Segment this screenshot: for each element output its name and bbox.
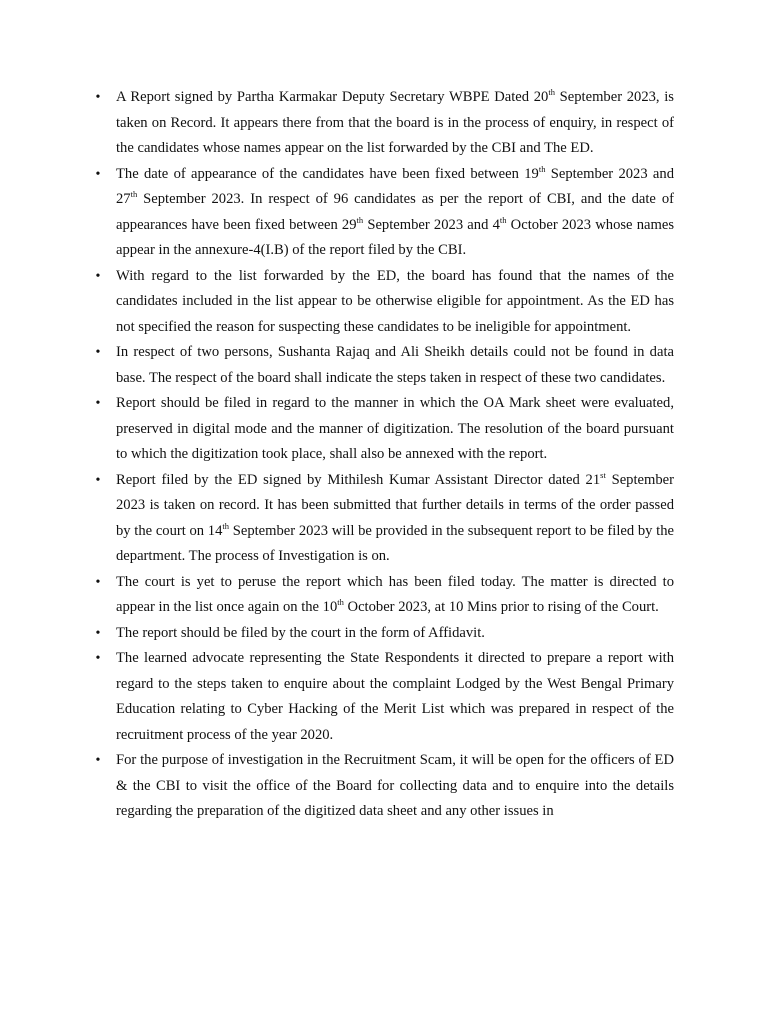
bullet-icon: • — [95, 268, 101, 284]
bullet-icon: • — [95, 166, 101, 182]
ordinal-suffix: th — [337, 597, 344, 607]
list-item — [95, 391, 674, 468]
paragraph-text: In respect of two persons, Sushanta Rajaq and Ali Sheikh details could not be found in data base. The respect of the board shall indicate the steps taken in respect of these two candidates. — [116, 344, 674, 386]
ordinal-suffix: th — [538, 163, 546, 174]
bullet-icon: • — [95, 651, 101, 666]
bullet-icon: • — [95, 90, 101, 105]
ordinal-suffix: th — [356, 214, 364, 225]
paragraph-text: September 2023. In respect of 96 candidates as per the report of CBI, and the date of appearances have been fixed between 29 — [116, 191, 674, 233]
paragraph-text: Report should be filed in regard to the manner in which the OA Mark sheet were evaluated, preserved in digital mode and the manner of digitization. The resolution of the board pursuant to which the digitization took place, shall also be annexed with the report. — [116, 395, 674, 462]
list-item — [95, 748, 674, 825]
paragraph-text: A Report signed by Partha Karmakar Deputy Secretary WBPE Dated 20 — [116, 89, 549, 105]
ordinal-suffix: th — [130, 189, 138, 199]
paragraph-text: September 2023, is taken on Record. It appears there from that the board is in the process of enquiry, in respect of the candidates whose names appear on the list forwarded by the CBI and The ED. — [116, 89, 674, 156]
list-item — [95, 468, 674, 570]
list-item — [95, 85, 674, 162]
list-item — [95, 264, 674, 341]
paragraph-text: October 2023 whose names appear in the annexure-4(I.B) of the report filed by the CBI. — [116, 216, 675, 258]
paragraph-text: September 2023 and 4 — [363, 216, 500, 233]
order-bullet-list — [95, 85, 675, 825]
bullet-icon: • — [95, 753, 101, 768]
paragraph-text: The date of appearance of the candidates have been fixed between 19 — [116, 165, 539, 182]
paragraph-text: The report should be filed by the court in the form of Affidavit. — [116, 624, 485, 641]
ordinal-suffix: th — [222, 520, 230, 531]
bullet-icon: • — [95, 345, 101, 360]
ordinal-suffix: st — [600, 469, 606, 480]
paragraph-text: For the purpose of investigation in the Recruitment Scam, it will be open for the officers of ED & the CBI to visit the office of the Board for collecting data and to enquire into the details regarding the preparation of the digitized data sheet and any other issues in — [116, 752, 674, 819]
list-item — [95, 570, 674, 621]
bullet-icon: • — [95, 625, 101, 641]
paragraph-text: The court is yet to peruse the report which has been filed today. The matter is directed to appear in the list once again on the 10 — [116, 573, 674, 615]
paragraph-text: September 2023 and 27 — [116, 165, 674, 207]
ordinal-suffix: th — [548, 87, 555, 97]
paragraph-text: September 2023 is taken on record. It has been submitted that further details in terms of the order passed by the court on 14 — [116, 471, 674, 539]
list-item — [95, 646, 674, 748]
list-item — [95, 621, 674, 647]
list-item — [95, 340, 674, 391]
paragraph-text: With regard to the list forwarded by the ED, the board has found that the names of the candidates included in the list appear to be otherwise eligible for appointment. As the ED has not specified the reason for suspecting these candidates to be ineligible for appointment. — [116, 267, 674, 335]
paragraph-text: October 2023, at 10 Mins prior to rising of the Court. — [343, 599, 659, 615]
list-item — [95, 162, 675, 264]
paragraph-text: September 2023 will be provided in the subsequent report to be filed by the department. The process of Investigation is on. — [116, 522, 674, 564]
paragraph-text: The learned advocate representing the State Respondents it directed to prepare a report with regard to the steps taken to enquire about the complaint Lodged by the West Bengal Primary Education relating to Cyber Hacking of the Merit List which was prepared in respect of the recruitment process of the year 2020. — [116, 650, 674, 743]
bullet-icon: • — [95, 472, 101, 488]
bullet-icon: • — [95, 574, 101, 590]
paragraph-text: Report filed by the ED signed by Mithilesh Kumar Assistant Director dated 21 — [116, 471, 601, 488]
bullet-icon: • — [95, 396, 101, 411]
ordinal-suffix: th — [499, 214, 507, 225]
